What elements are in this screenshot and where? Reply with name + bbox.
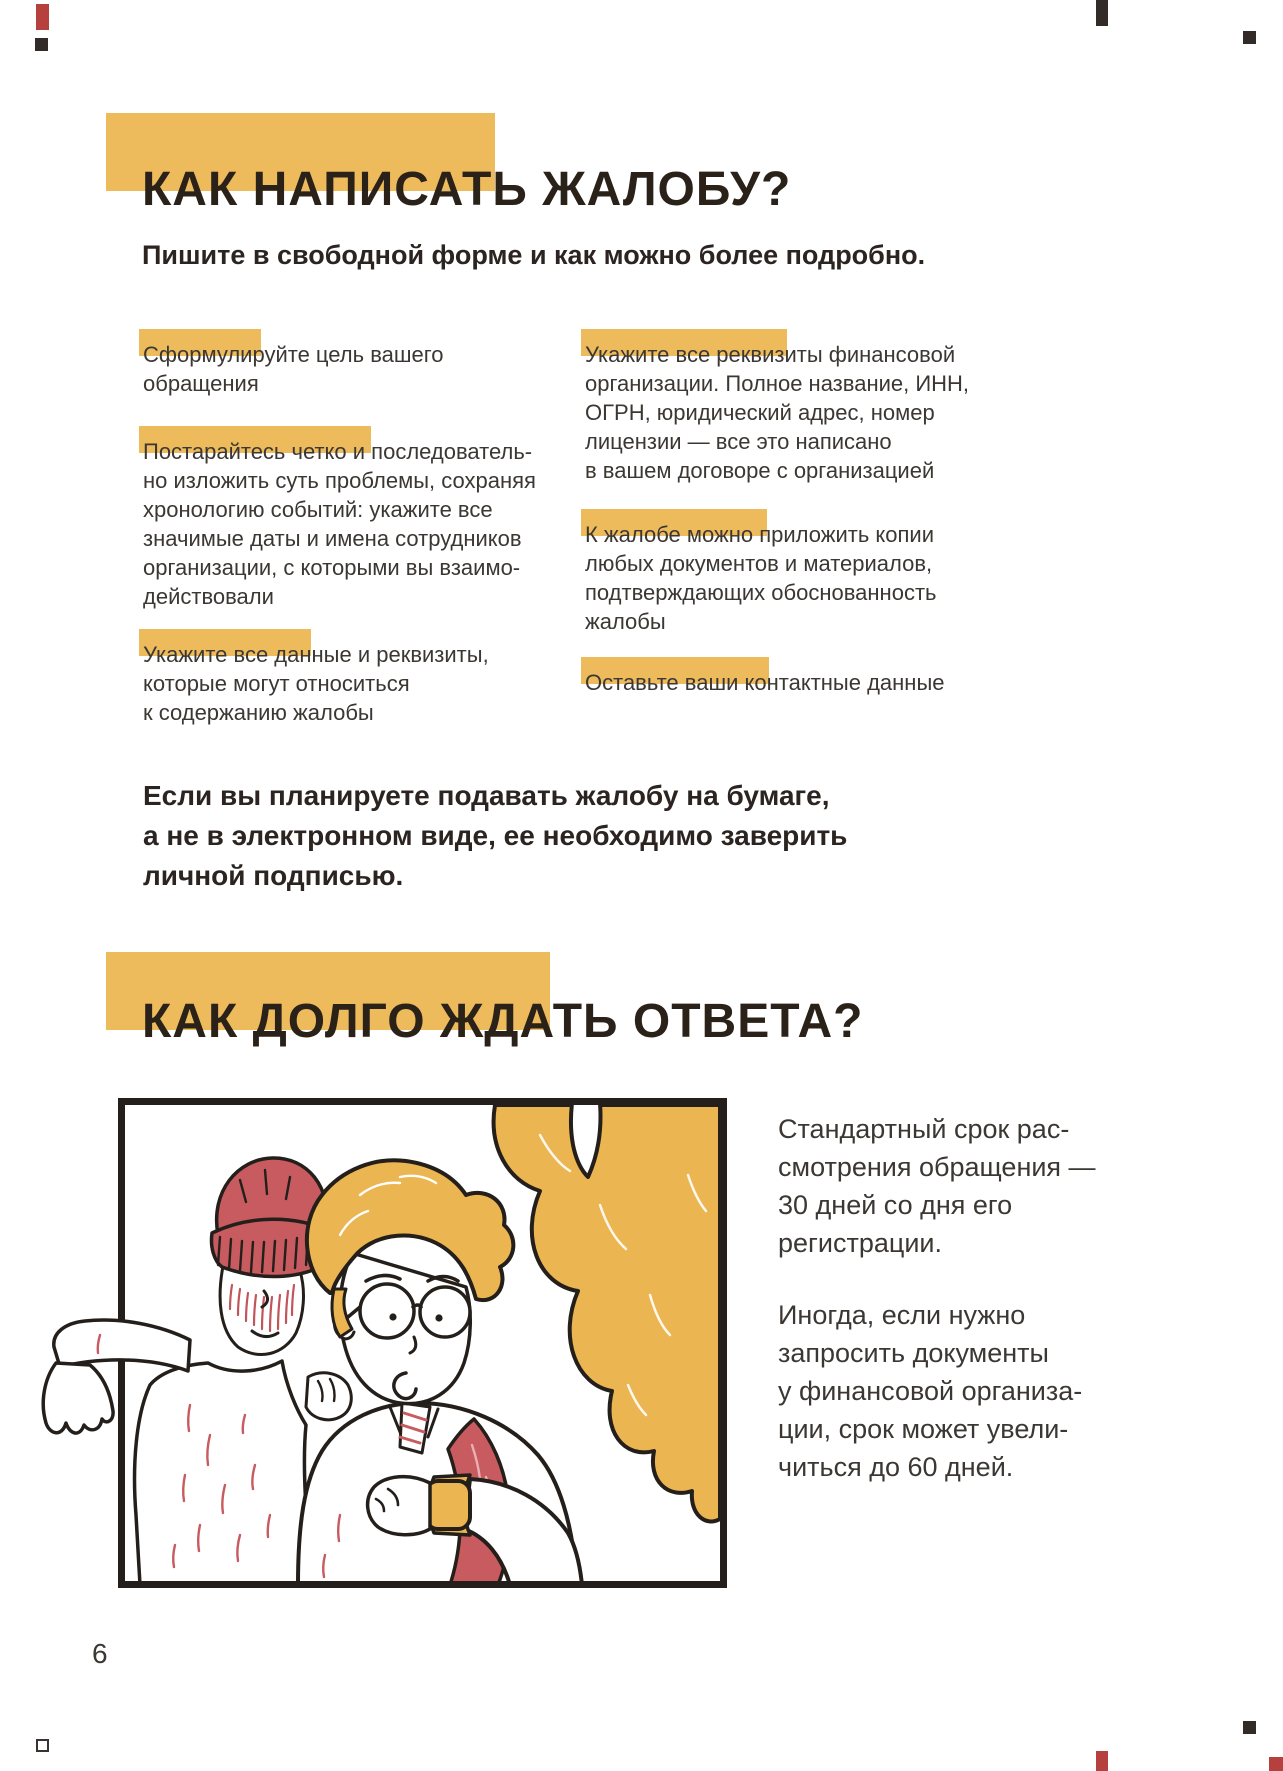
tip-item <box>585 340 969 485</box>
answer-paragraph: Стандартный срок рас- смотрения обращения — 30 дней со дня его регистрации. <box>778 1114 1096 1258</box>
glasses-left-lens <box>360 1284 414 1338</box>
glasses-right-lens <box>420 1287 470 1337</box>
paper-signature-note: Если вы планируете подавать жалобу на бумаге, а не в электронном виде, ее необходимо заверить личной подписью. <box>143 780 848 891</box>
tip-item <box>585 520 936 636</box>
tip-text: К жалобе можно приложить копии любых документов и материалов, подтверждающих обоснованность жалобы <box>585 522 937 634</box>
tip-item <box>143 340 444 398</box>
crop-mark-top-left-square <box>35 38 48 51</box>
page-number: 6 <box>92 1638 108 1669</box>
tip-text: Оставьте ваши контактные данные <box>585 670 945 695</box>
tip-text: Сформулируйте цель вашего обращения <box>143 342 444 396</box>
section1-subtitle: Пишите в свободной форме и как можно более подробно. <box>142 240 926 270</box>
section2-title: КАК ДОЛГО ЖДАТЬ ОТВЕТА? <box>142 995 864 1048</box>
dangling-hand <box>43 1363 113 1433</box>
crop-mark-bottom-left-square <box>36 1739 49 1752</box>
waiting-illustration <box>40 1085 745 1600</box>
crop-mark-bottom-right-square <box>1243 1721 1256 1734</box>
tip-item <box>143 437 536 611</box>
answer-paragraph: Иногда, если нужно запросить документы у финансовой организа- ции, срок может увели- читься до 60 дней. <box>778 1300 1083 1482</box>
tip-text: Укажите все реквизиты финансовой организации. Полное название, ИНН, ОГРН, юридический адрес, номер лицензии — все это написано в вашем договоре с организацией <box>585 342 970 483</box>
crop-mark-corner-red <box>1269 1757 1283 1771</box>
watch-face <box>426 1481 470 1529</box>
crop-mark-top-right-bar <box>1096 0 1108 26</box>
hand-on-shoulder <box>306 1373 351 1420</box>
crop-mark-top-right-square <box>1243 31 1256 44</box>
tip-item <box>143 640 489 727</box>
crop-mark-bottom-right-red <box>1096 1751 1108 1771</box>
tip-text: Укажите все данные и реквизиты, которые могут относиться к содержанию жалобы <box>143 642 489 725</box>
answer-text <box>778 1110 1096 1486</box>
crop-mark-top-left-red <box>36 4 49 30</box>
section1-title: КАК НАПИСАТЬ ЖАЛОБУ? <box>142 163 792 216</box>
tip-item <box>585 668 945 697</box>
tip-text: Постарайтесь четко и последователь- но изложить суть проблемы, сохраняя хронологию событий: укажите все значимые даты и имена сотрудников организации, с которыми вы взаимо- действовали <box>143 439 536 609</box>
